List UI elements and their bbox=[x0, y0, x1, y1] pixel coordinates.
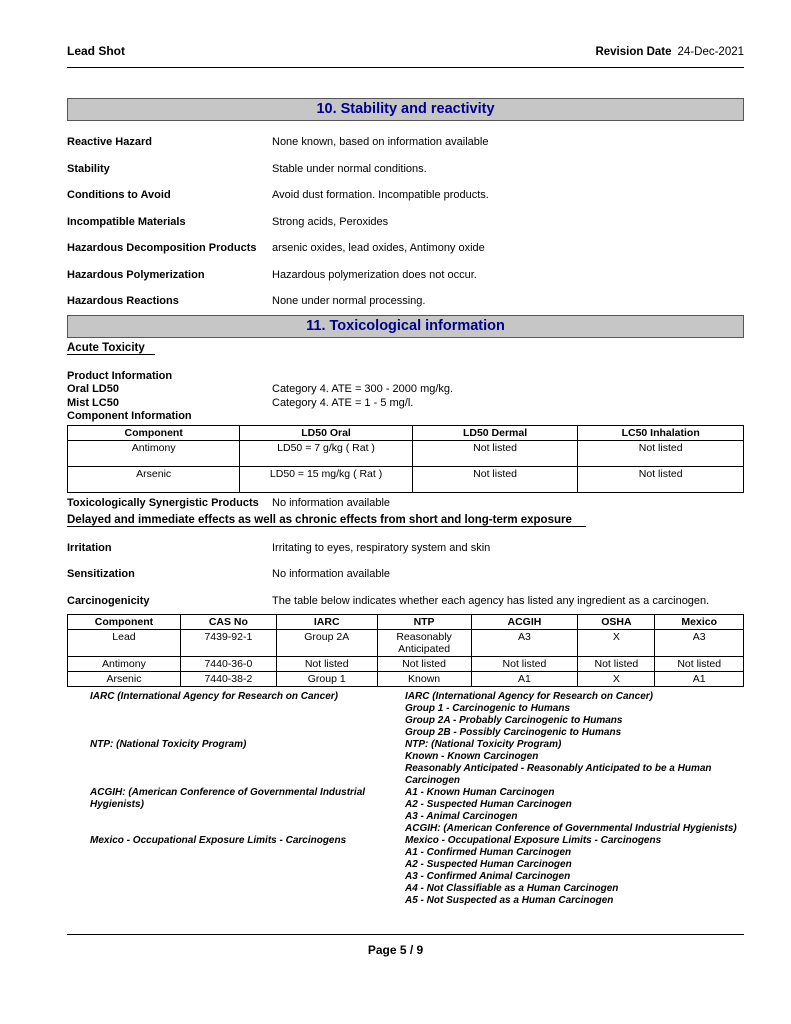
component-information-heading: Component Information bbox=[67, 410, 192, 422]
row-hazardous-polymerization bbox=[67, 269, 744, 282]
page-number: Page 5 / 9 bbox=[367, 943, 424, 957]
row-value: Category 4. ATE = 300 - 2000 mg/kg. bbox=[272, 383, 454, 395]
col-ld50-oral: LD50 Oral bbox=[240, 425, 412, 440]
product-information-heading: Product Information bbox=[67, 369, 173, 382]
section-11-banner: 11. Toxicological information bbox=[67, 315, 744, 338]
header-divider bbox=[67, 67, 744, 68]
row-value: Stable under normal conditions. bbox=[272, 162, 427, 175]
row-label: Stability bbox=[67, 162, 110, 175]
row-carcinogenicity bbox=[67, 595, 744, 608]
table-row-lead: Lead 7439-92-1 Group 2A Reasonably Anticipated A3 X A3 bbox=[68, 630, 744, 657]
table-header-row bbox=[68, 425, 744, 440]
document-header bbox=[67, 44, 744, 58]
row-label: Hazardous Decomposition Products bbox=[67, 242, 257, 254]
revision-date-label: Revision Date bbox=[595, 46, 672, 58]
col-component: Component bbox=[68, 425, 240, 440]
revision-date-value: 24-Dec-2021 bbox=[677, 46, 744, 58]
row-reactive-hazard bbox=[67, 136, 744, 149]
row-label: Reactive Hazard bbox=[67, 136, 152, 148]
table-row-antimony: Antimony LD50 = 7 g/kg ( Rat ) Not listed Not listed bbox=[68, 440, 744, 466]
row-label: Incompatible Materials bbox=[67, 215, 186, 228]
legend-group-acgih: ACGIH: (American Conference of Governmental Industrial Hygienists) A1 - Known Human Carcinogen A2 - Suspected Human Carcinogen A3 - Animal Carcinogen ACGIH: (American Conference of Governmental Industrial Hygienists) bbox=[90, 787, 737, 834]
row-oral-ld50 bbox=[67, 383, 744, 397]
legend-group-iarc: IARC (International Agency for Research on Cancer) IARC (International Agency for Research on Cancer) Group 1 - Carcinogenic to Humans Group 2A - Probably Carcinogenic to Humans Group 2B - Possibly Carcinogenic to Humans bbox=[90, 691, 654, 738]
effects-rows bbox=[67, 542, 744, 608]
row-value: Avoid dust formation. Incompatible products. bbox=[272, 189, 489, 201]
col-mexico: Mexico bbox=[655, 615, 744, 630]
row-label: Irritation bbox=[67, 541, 112, 554]
row-irritation bbox=[67, 542, 744, 555]
row-label: Hazardous Polymerization bbox=[67, 268, 205, 281]
row-label: Oral LD50 bbox=[67, 383, 119, 395]
row-value: Category 4. ATE = 1 - 5 mg/l. bbox=[272, 396, 414, 409]
table-row-antimony: Antimony 7440-36-0 Not listed Not listed Not listed Not listed Not listed bbox=[68, 657, 744, 672]
footer-divider bbox=[67, 934, 744, 935]
row-value: Hazardous polymerization does not occur. bbox=[272, 268, 477, 281]
row-hazardous-decomposition bbox=[67, 242, 744, 255]
col-osha: OSHA bbox=[578, 615, 655, 630]
row-value: No information available bbox=[272, 568, 391, 580]
row-mist-lc50 bbox=[67, 397, 744, 411]
col-iarc: IARC bbox=[276, 615, 377, 630]
row-hazardous-reactions bbox=[67, 295, 744, 308]
row-conditions-to-avoid bbox=[67, 189, 744, 202]
row-toxicologically-synergistic bbox=[67, 497, 744, 510]
legend-group-mexico: Mexico - Occupational Exposure Limits - Carcinogens Mexico - Occupational Exposure Limits - Carcinogens A1 - Confirmed Human Carcinogen A2 - Suspected Human Carcinogen A3 - Confirmed Animal Carcinogen A4 - Not Classifiable as a Human Carcinogen A5 - Not Suspected as a Human Carcinogen bbox=[90, 835, 662, 906]
col-ntp: NTP bbox=[377, 615, 471, 630]
row-label: Mist LC50 bbox=[67, 396, 119, 409]
col-acgih: ACGIH bbox=[471, 615, 578, 630]
table-row-arsenic: Arsenic LD50 = 15 mg/kg ( Rat ) Not listed Not listed bbox=[68, 466, 744, 492]
row-value: The table below indicates whether each agency has listed any ingredient as a carcinogen. bbox=[272, 594, 710, 607]
row-label: Sensitization bbox=[67, 568, 135, 580]
row-value: No information available bbox=[272, 496, 391, 509]
section-10-banner: 10. Stability and reactivity bbox=[67, 98, 744, 121]
table-header-row bbox=[68, 615, 744, 630]
component-toxicity-table bbox=[67, 425, 744, 493]
product-name: Lead Shot bbox=[67, 44, 126, 58]
row-label: Hazardous Reactions bbox=[67, 295, 179, 307]
row-value: None known, based on information available bbox=[272, 136, 489, 148]
row-value: arsenic oxides, lead oxides, Antimony oxide bbox=[272, 242, 485, 254]
carcinogen-legend bbox=[67, 691, 744, 907]
row-stability bbox=[67, 163, 744, 176]
acute-toxicity-heading: Acute Toxicity bbox=[67, 342, 155, 355]
col-lc50-inhalation: LC50 Inhalation bbox=[578, 425, 744, 440]
row-value: Strong acids, Peroxides bbox=[272, 215, 389, 228]
legend-group-ntp: NTP: (National Toxicity Program) NTP: (National Toxicity Program) Known - Known Carcinogen Reasonably Anticipated - Reasonably Anticipated to be a Human Carcinogen bbox=[90, 739, 712, 786]
row-incompatible-materials bbox=[67, 216, 744, 229]
row-label: Conditions to Avoid bbox=[67, 189, 171, 201]
product-information-block bbox=[67, 370, 744, 424]
col-cas-no: CAS No bbox=[180, 615, 276, 630]
table-row-arsenic: Arsenic 7440-38-2 Group 1 Known A1 X A1 bbox=[68, 672, 744, 687]
row-sensitization bbox=[67, 568, 744, 581]
carcinogenicity-table bbox=[67, 614, 744, 687]
row-label: Toxicologically Synergistic Products bbox=[67, 496, 259, 509]
section-10-rows bbox=[67, 136, 744, 308]
row-label: Carcinogenicity bbox=[67, 594, 150, 607]
col-component: Component bbox=[68, 615, 181, 630]
col-ld50-dermal: LD50 Dermal bbox=[412, 425, 578, 440]
delayed-effects-heading: Delayed and immediate effects as well as chronic effects from short and long-term exposure bbox=[67, 514, 586, 527]
row-value: None under normal processing. bbox=[272, 295, 426, 307]
revision-date bbox=[595, 46, 744, 58]
row-value: Irritating to eyes, respiratory system and skin bbox=[272, 541, 491, 554]
